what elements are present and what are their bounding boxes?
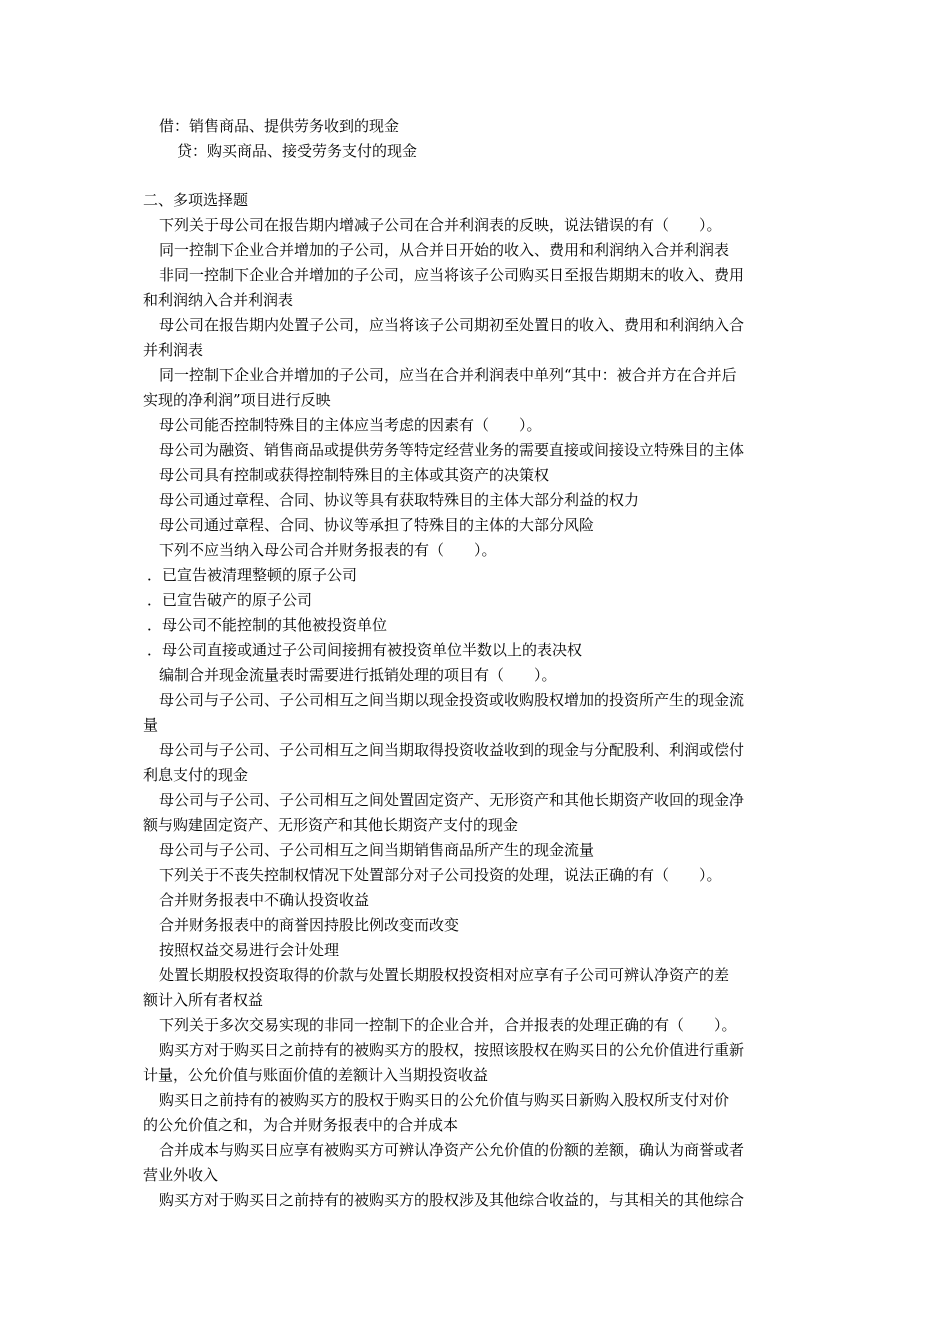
text-line: ．母公司直接或通过子公司间接拥有被投资单位半数以上的表决权	[147, 641, 583, 659]
text-line: 母公司在报告期内处置子公司，应当将该子公司期初至处置日的收入、费用和利润纳入合	[159, 316, 745, 334]
text-line: 处置长期股权投资取得的价款与处置长期股权投资相对应享有子公司可辨认净资产的差	[159, 966, 730, 984]
text-line: 母公司通过章程、合同、协议等具有获取特殊目的主体大部分利益的权力	[159, 491, 640, 509]
text-line: 编制合并现金流量表时需要进行抵销处理的项目有（ ）。	[159, 666, 557, 684]
text-line: 和利润纳入合并利润表	[143, 291, 294, 309]
text-line: 母公司与子公司、子公司相互之间当期销售商品所产生的现金流量	[159, 841, 595, 859]
text-line: 借：销售商品、提供劳务收到的现金	[159, 117, 400, 135]
text-line: 合并财务报表中不确认投资收益	[159, 891, 370, 909]
text-line: 购买方对于购买日之前持有的被购买方的股权，按照该股权在购买日的公允价值进行重新	[159, 1041, 745, 1059]
text-line: 的公允价值之和，为合并财务报表中的合并成本	[143, 1116, 459, 1134]
text-line: 购买日之前持有的被购买方的股权于购买日的公允价值与购买日新购入股权所支付对价	[159, 1091, 730, 1109]
text-line: 同一控制下企业合并增加的子公司，应当在合并利润表中单列“其中：被合并方在合并后	[159, 366, 737, 384]
text-line: 下列不应当纳入母公司合并财务报表的有（ ）。	[159, 541, 497, 559]
text-line: 母公司通过章程、合同、协议等承担了特殊目的主体的大部分风险	[159, 516, 595, 534]
text-line: 下列关于母公司在报告期内增减子公司在合并利润表的反映，说法错误的有（ ）。	[159, 216, 722, 234]
document-page	[143, 114, 808, 1213]
text-line: ．已宣告破产的原子公司	[147, 591, 313, 609]
text-line: 额与购建固定资产、无形资产和其他长期资产支付的现金	[143, 816, 519, 834]
text-line: 额计入所有者权益	[143, 991, 264, 1009]
text-line: 合并财务报表中的商誉因持股比例改变而改变	[159, 916, 460, 934]
text-line: 下列关于多次交易实现的非同一控制下的企业合并，合并报表的处理正确的有（ ）。	[159, 1016, 737, 1034]
text-line: 贷：购买商品、接受劳务支付的现金	[177, 142, 418, 160]
text-line: 二、多项选择题	[143, 191, 249, 209]
text-line: 合并成本与购买日应享有被购买方可辨认净资产公允价值的份额的差额，确认为商誉或者	[159, 1141, 745, 1159]
text-line: 母公司能否控制特殊目的主体应当考虑的因素有（ ）。	[159, 416, 542, 434]
text-line: 实现的净利润”项目进行反映	[143, 391, 331, 409]
text-line: 非同一控制下企业合并增加的子公司，应当将该子公司购买日至报告期期末的收入、费用	[159, 266, 745, 284]
text-line: ．已宣告被清理整顿的原子公司	[147, 566, 358, 584]
text-line: 购买方对于购买日之前持有的被购买方的股权涉及其他综合收益的，与其相关的其他综合	[159, 1191, 745, 1209]
text-line: 母公司具有控制或获得控制特殊目的主体或其资产的决策权	[159, 466, 550, 484]
blank-line	[143, 164, 808, 188]
text-line: 量	[143, 716, 159, 734]
text-line: 母公司与子公司、子公司相互之间处置固定资产、无形资产和其他长期资产收回的现金净	[159, 791, 745, 809]
text-line: 营业外收入	[143, 1166, 219, 1184]
text-line: ．母公司不能控制的其他被投资单位	[147, 616, 388, 634]
text-line: 下列关于不丧失控制权情况下处置部分对子公司投资的处理，说法正确的有（ ）。	[159, 866, 722, 884]
text-line: 按照权益交易进行会计处理	[159, 941, 340, 959]
text-line: 同一控制下企业合并增加的子公司，从合并日开始的收入、费用和利润纳入合并利润表	[159, 241, 730, 259]
text-line: 母公司与子公司、子公司相互之间当期以现金投资或收购股权增加的投资所产生的现金流	[159, 691, 745, 709]
text-line: 并利润表	[143, 341, 204, 359]
text-line: 计量，公允价值与账面价值的差额计入当期投资收益	[143, 1066, 489, 1084]
text-line: 利息支付的现金	[143, 766, 249, 784]
text-line: 母公司为融资、销售商品或提供劳务等特定经营业务的需要直接或间接设立特殊目的主体	[159, 441, 745, 459]
text-line: 母公司与子公司、子公司相互之间当期取得投资收益收到的现金与分配股利、利润或偿付	[159, 741, 745, 759]
